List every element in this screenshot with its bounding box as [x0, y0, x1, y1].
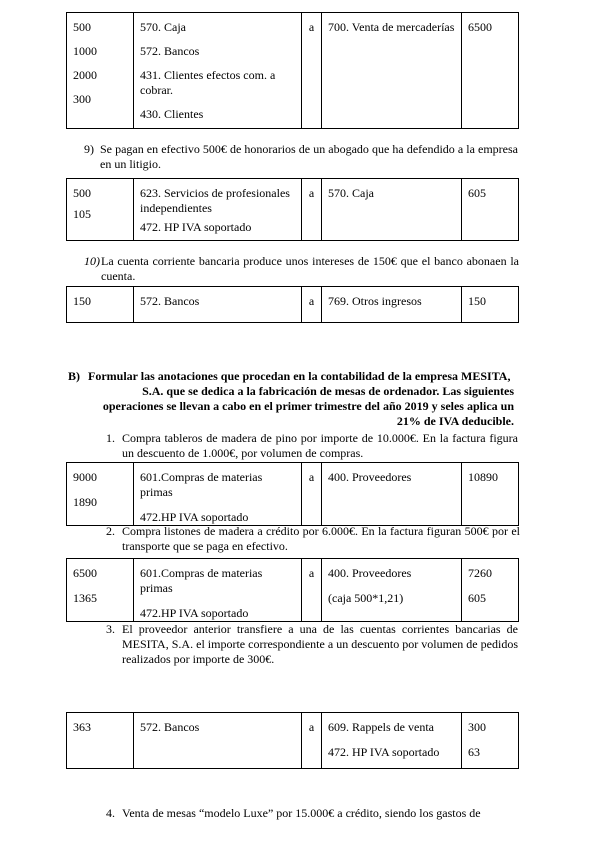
- debit-account: 601.Compras de materias primas: [140, 566, 263, 595]
- debit-account: 623. Servicios de profesionales independientes: [140, 186, 290, 215]
- debit-amount: 6500: [73, 566, 97, 580]
- a-separator: a: [302, 559, 322, 622]
- debit-amounts: [67, 559, 134, 622]
- credit-accounts: [322, 13, 462, 129]
- journal-entry-1: [66, 12, 519, 129]
- debit-amounts: [67, 713, 134, 769]
- journal-entry-6: [66, 712, 519, 769]
- debit-account: 472.HP IVA soportado: [140, 510, 249, 524]
- credit-amount: 300: [468, 720, 486, 734]
- section-b-line: S.A. que se dedica a la fabricación de mesas de ordenador. Las siguientes: [142, 384, 514, 398]
- credit-accounts: [322, 713, 462, 769]
- debit-amounts: [67, 13, 134, 129]
- section-label: B): [68, 369, 80, 383]
- journal-entry-5: [66, 558, 519, 622]
- item-number: 2.: [106, 524, 115, 538]
- debit-amounts: [67, 179, 134, 241]
- debit-account: 570. Caja: [140, 20, 186, 34]
- debit-amount: 1890: [73, 495, 97, 509]
- journal-entry-3: [66, 286, 519, 323]
- credit-amounts: [462, 559, 519, 622]
- debit-accounts: [134, 559, 302, 622]
- credit-account: 400. Proveedores: [328, 470, 412, 484]
- journal-entry-2: [66, 178, 519, 241]
- item-number: 9): [84, 142, 94, 156]
- debit-amount: 9000: [73, 470, 97, 484]
- debit-amounts: [67, 463, 134, 526]
- b1-text: Compra tableros de madera de pino por importe de 10.000€. En la factura figura un descuento de 1.000€, por volumen de compras.: [122, 431, 518, 460]
- debit-account: 572. Bancos: [140, 44, 200, 58]
- debit-account: 430. Clientes: [140, 107, 204, 121]
- credit-account: 472. HP IVA soportado: [328, 745, 440, 759]
- item-number: 3.: [106, 622, 115, 636]
- credit-amount: 63: [468, 745, 480, 759]
- debit-amount: 2000: [73, 68, 97, 82]
- credit-account: 769. Otros ingresos: [322, 287, 462, 323]
- credit-amount: 605: [468, 186, 486, 200]
- credit-accounts: [322, 463, 462, 526]
- a-separator: a: [302, 179, 322, 241]
- item-number: 10): [84, 254, 100, 268]
- debit-amount: 1365: [73, 591, 97, 605]
- credit-amount: 6500: [468, 20, 492, 34]
- section-b-line: 21% de IVA deducible.: [396, 414, 514, 428]
- debit-accounts: [134, 179, 302, 241]
- a-separator: a: [302, 13, 322, 129]
- debit-amount: 150: [67, 287, 134, 323]
- debit-accounts: [134, 13, 302, 129]
- credit-accounts: [322, 559, 462, 622]
- section-b-line: Formular las anotaciones que procedan en la contabilidad de la empresa MESITA,: [88, 369, 511, 383]
- debit-accounts: [134, 713, 302, 769]
- b2-text: Compra listones de madera a crédito por 6.000€. En la factura figuran 500€ por el transporte que se paga en efectivo.: [122, 524, 520, 553]
- credit-amounts: [462, 13, 519, 129]
- section-b-heading: [88, 369, 514, 429]
- a-separator: a: [302, 713, 322, 769]
- journal-entry-4: [66, 462, 519, 526]
- credit-amount: 150: [462, 287, 519, 323]
- credit-amount: 10890: [468, 470, 498, 484]
- debit-account: 431. Clientes efectos com. a cobrar.: [140, 68, 276, 97]
- debit-amount: 1000: [73, 44, 97, 58]
- b3-text: El proveedor anterior transfiere a una de las cuentas corrientes bancarias de MESITA, S.A. el importe correspondiente a un descuento por volumen de pedidos realizados por importe de 300€.: [122, 622, 518, 666]
- debit-amount: 500: [73, 20, 91, 34]
- b4-text: Venta de mesas “modelo Luxe” por 15.000€ a crédito, siendo los gastos de: [122, 806, 481, 820]
- credit-amounts: [462, 713, 519, 769]
- credit-amounts: [462, 179, 519, 241]
- item-9-text: Se pagan en efectivo 500€ de honorarios de un abogado que ha defendido a la empresa en un litigio.: [100, 142, 518, 171]
- debit-account: 572. Bancos: [140, 720, 200, 734]
- section-b-line: operaciones se llevan a cabo en el primer trimestre del año 2019 y seles aplica un: [102, 399, 514, 413]
- a-separator: a: [302, 287, 322, 323]
- debit-account: 472.HP IVA soportado: [140, 606, 249, 620]
- debit-amount: 500: [73, 186, 91, 200]
- debit-accounts: [134, 463, 302, 526]
- item-number: 1.: [106, 431, 115, 445]
- credit-account: (caja 500*1,21): [328, 591, 404, 605]
- credit-account: 700. Venta de mercaderías: [328, 20, 455, 34]
- a-separator: a: [302, 463, 322, 526]
- debit-amount: 300: [73, 92, 91, 106]
- item-10-text: La cuenta corriente bancaria produce unos intereses de 150€ que el banco abonaen la cuenta.: [101, 254, 519, 283]
- credit-account: 400. Proveedores: [328, 566, 412, 580]
- debit-account: 572. Bancos: [134, 287, 302, 323]
- item-number: 4.: [106, 806, 115, 820]
- credit-accounts: [322, 179, 462, 241]
- credit-account: 609. Rappels de venta: [328, 720, 434, 734]
- debit-amount: 363: [73, 720, 91, 734]
- debit-amount: 105: [73, 207, 91, 221]
- credit-amounts: [462, 463, 519, 526]
- debit-account: 601.Compras de materias primas: [140, 470, 263, 499]
- credit-account: 570. Caja: [328, 186, 374, 200]
- credit-amount: 605: [468, 591, 486, 605]
- debit-account: 472. HP IVA soportado: [140, 220, 252, 234]
- credit-amount: 7260: [468, 566, 492, 580]
